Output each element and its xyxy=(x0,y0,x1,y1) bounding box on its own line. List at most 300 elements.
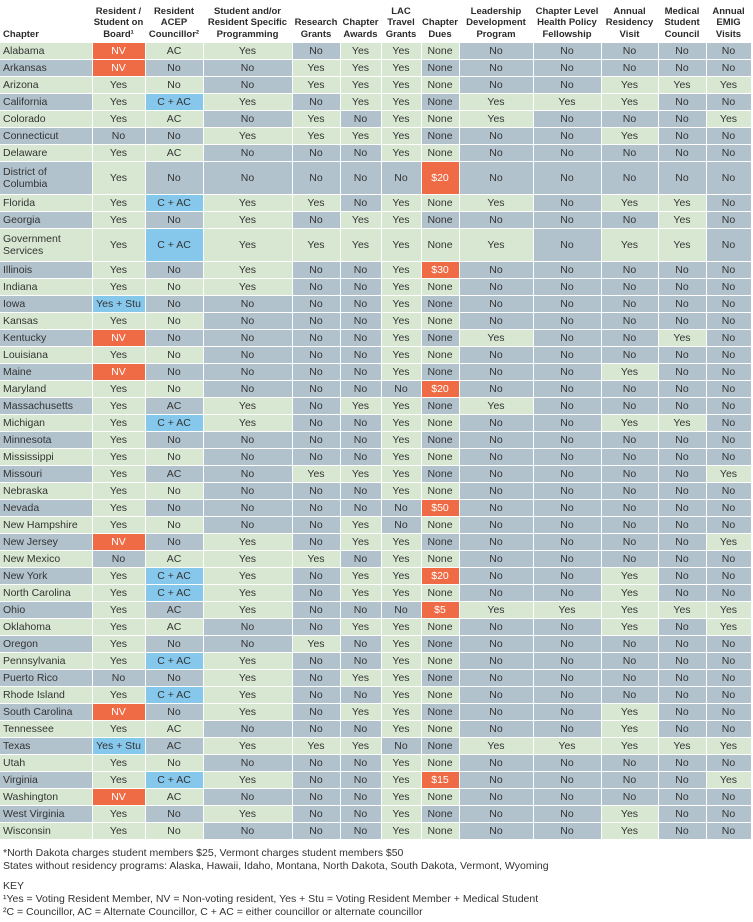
table-cell: Yes xyxy=(340,517,381,534)
table-cell: Yes xyxy=(381,398,421,415)
table-row xyxy=(0,415,751,432)
table-cell: No xyxy=(533,806,601,823)
table-cell: No xyxy=(533,432,601,449)
table-cell: No xyxy=(658,534,706,551)
table-cell: No xyxy=(203,636,292,653)
table-cell: Yes xyxy=(203,772,292,789)
table-cell: Yes xyxy=(340,229,381,262)
table-cell: Yes xyxy=(601,94,658,111)
table-cell: No xyxy=(601,381,658,398)
table-cell: Yes xyxy=(381,755,421,772)
table-cell: No xyxy=(292,432,340,449)
chapter-name: West Virginia xyxy=(0,806,92,823)
table-cell: No xyxy=(381,162,421,195)
table-cell: AC xyxy=(145,789,203,806)
table-cell: No xyxy=(292,619,340,636)
table-cell: None xyxy=(421,704,459,721)
table-cell: Yes xyxy=(706,619,751,636)
table-cell: Yes xyxy=(92,381,145,398)
table-header-row xyxy=(0,0,751,43)
table-cell: Yes xyxy=(292,195,340,212)
table-cell: No xyxy=(292,585,340,602)
table-row xyxy=(0,279,751,296)
table-cell: No xyxy=(203,517,292,534)
table-cell: No xyxy=(340,347,381,364)
table-cell: None xyxy=(421,466,459,483)
table-cell: No xyxy=(459,687,533,704)
table-cell: Yes xyxy=(92,500,145,517)
table-row xyxy=(0,43,751,60)
table-cell: No xyxy=(340,653,381,670)
table-cell: $20 xyxy=(421,162,459,195)
table-cell: No xyxy=(381,517,421,534)
table-body xyxy=(0,43,751,840)
table-cell: None xyxy=(421,619,459,636)
table-row xyxy=(0,602,751,619)
table-cell: No xyxy=(658,619,706,636)
table-cell: No xyxy=(706,145,751,162)
table-cell: Yes xyxy=(92,262,145,279)
column-header: Annual Residency Visit xyxy=(601,0,658,43)
table-cell: Yes xyxy=(459,602,533,619)
table-cell: No xyxy=(459,772,533,789)
chapter-name: Alabama xyxy=(0,43,92,60)
table-cell: Yes xyxy=(381,466,421,483)
table-cell: Yes xyxy=(203,128,292,145)
table-cell: No xyxy=(706,687,751,704)
table-cell: Yes xyxy=(381,415,421,432)
table-cell: None xyxy=(421,212,459,229)
table-cell: No xyxy=(601,279,658,296)
table-cell: No xyxy=(533,398,601,415)
table-cell: NV xyxy=(92,60,145,77)
table-cell: No xyxy=(706,195,751,212)
table-cell: No xyxy=(706,229,751,262)
table-cell: Yes xyxy=(203,229,292,262)
table-cell: None xyxy=(421,43,459,60)
table-cell: No xyxy=(292,602,340,619)
table-row xyxy=(0,330,751,347)
table-cell: Yes xyxy=(203,687,292,704)
table-cell: No xyxy=(533,347,601,364)
table-cell: No xyxy=(706,94,751,111)
table-cell: Yes xyxy=(381,229,421,262)
chapter-name: Wisconsin xyxy=(0,823,92,840)
table-cell: No xyxy=(292,653,340,670)
table-row xyxy=(0,806,751,823)
table-cell: No xyxy=(459,279,533,296)
table-cell: No xyxy=(92,551,145,568)
table-cell: No xyxy=(706,381,751,398)
table-cell: No xyxy=(533,43,601,60)
chapter-name: New Jersey xyxy=(0,534,92,551)
table-cell: No xyxy=(533,653,601,670)
table-cell: C + AC xyxy=(145,772,203,789)
table-cell: Yes xyxy=(292,466,340,483)
table-cell: Yes xyxy=(92,772,145,789)
table-row xyxy=(0,229,751,262)
chapter-name: Utah xyxy=(0,755,92,772)
table-cell: Yes xyxy=(203,195,292,212)
table-cell: None xyxy=(421,738,459,755)
table-cell: Yes xyxy=(203,94,292,111)
table-cell: No xyxy=(292,568,340,585)
table-row xyxy=(0,145,751,162)
table-row xyxy=(0,585,751,602)
table-cell: No xyxy=(203,296,292,313)
table-cell: No xyxy=(340,806,381,823)
chapter-name: North Carolina xyxy=(0,585,92,602)
table-cell: No xyxy=(459,806,533,823)
chapter-name: Nevada xyxy=(0,500,92,517)
column-header: Annual EMIG Visits xyxy=(706,0,751,43)
table-cell: Yes xyxy=(533,602,601,619)
table-cell: None xyxy=(421,653,459,670)
table-cell: No xyxy=(706,330,751,347)
table-cell: No xyxy=(459,162,533,195)
table-cell: No xyxy=(145,823,203,840)
table-cell: None xyxy=(421,449,459,466)
table-cell: NV xyxy=(92,330,145,347)
table-cell: No xyxy=(658,772,706,789)
chapter-name: Indiana xyxy=(0,279,92,296)
table-cell: No xyxy=(658,670,706,687)
table-cell: Yes xyxy=(292,636,340,653)
table-cell: Yes xyxy=(381,823,421,840)
column-header: Research Grants xyxy=(292,0,340,43)
table-cell: No xyxy=(340,483,381,500)
table-cell: Yes xyxy=(601,806,658,823)
table-cell: No xyxy=(459,755,533,772)
table-cell: No xyxy=(292,145,340,162)
table-cell: No xyxy=(459,534,533,551)
chapter-name: Minnesota xyxy=(0,432,92,449)
table-cell: No xyxy=(706,128,751,145)
chapter-name: Tennessee xyxy=(0,721,92,738)
table-cell: No xyxy=(706,313,751,330)
table-cell: No xyxy=(203,145,292,162)
table-cell: No xyxy=(292,330,340,347)
table-cell: AC xyxy=(145,721,203,738)
table-cell: No xyxy=(601,330,658,347)
table-cell: No xyxy=(145,432,203,449)
table-cell: No xyxy=(601,500,658,517)
table-cell: No xyxy=(533,77,601,94)
table-row xyxy=(0,636,751,653)
table-cell: No xyxy=(459,313,533,330)
table-cell: Yes xyxy=(203,670,292,687)
table-cell: No xyxy=(292,755,340,772)
chapter-name: Virginia xyxy=(0,772,92,789)
table-cell: Yes xyxy=(601,195,658,212)
table-cell: C + AC xyxy=(145,94,203,111)
table-cell: No xyxy=(340,636,381,653)
table-cell: No xyxy=(706,500,751,517)
table-cell: Yes xyxy=(340,466,381,483)
table-cell: No xyxy=(292,670,340,687)
table-cell: No xyxy=(292,500,340,517)
table-cell: Yes xyxy=(92,449,145,466)
table-cell: Yes xyxy=(92,162,145,195)
table-cell: Yes xyxy=(340,738,381,755)
table-cell: Yes xyxy=(203,653,292,670)
table-cell: No xyxy=(292,279,340,296)
table-cell: No xyxy=(292,212,340,229)
chapter-name: Texas xyxy=(0,738,92,755)
table-cell: Yes xyxy=(292,111,340,128)
table-cell: No xyxy=(658,398,706,415)
table-row xyxy=(0,449,751,466)
table-cell: No xyxy=(459,347,533,364)
table-cell: No xyxy=(292,806,340,823)
table-cell: Yes xyxy=(381,262,421,279)
table-cell: Yes xyxy=(381,60,421,77)
table-cell: Yes xyxy=(381,568,421,585)
table-row xyxy=(0,77,751,94)
table-cell: No xyxy=(658,551,706,568)
table-cell: Yes + Stu xyxy=(92,296,145,313)
table-cell: No xyxy=(658,60,706,77)
table-cell: Yes xyxy=(533,738,601,755)
table-cell: No xyxy=(92,670,145,687)
key-footnote-2: ²C = Councillor, AC = Alternate Councillor, C + AC = either councillor or alternate councillor xyxy=(3,906,423,918)
table-cell: No xyxy=(601,262,658,279)
table-cell: No xyxy=(145,755,203,772)
table-cell: No xyxy=(381,738,421,755)
table-cell: No xyxy=(340,330,381,347)
table-cell: None xyxy=(421,195,459,212)
table-cell: No xyxy=(292,398,340,415)
table-cell: None xyxy=(421,94,459,111)
table-row xyxy=(0,755,751,772)
table-cell: No xyxy=(533,145,601,162)
table-cell: No xyxy=(340,687,381,704)
chapter-name: Missouri xyxy=(0,466,92,483)
chapter-name: Connecticut xyxy=(0,128,92,145)
chapter-name: Illinois xyxy=(0,262,92,279)
table-cell: No xyxy=(658,704,706,721)
table-cell: No xyxy=(459,636,533,653)
table-cell: No xyxy=(533,755,601,772)
table-cell: No xyxy=(459,670,533,687)
table-cell: No xyxy=(203,330,292,347)
table-cell: No xyxy=(658,364,706,381)
chapter-name: Colorado xyxy=(0,111,92,128)
table-cell: Yes xyxy=(658,738,706,755)
table-cell: No xyxy=(203,313,292,330)
table-cell: No xyxy=(658,466,706,483)
table-cell: No xyxy=(706,789,751,806)
table-cell: None xyxy=(421,755,459,772)
table-cell: No xyxy=(292,347,340,364)
table-cell: Yes xyxy=(340,568,381,585)
table-cell: No xyxy=(459,449,533,466)
table-cell: C + AC xyxy=(145,415,203,432)
table-cell: No xyxy=(459,483,533,500)
table-cell: Yes xyxy=(706,738,751,755)
table-row xyxy=(0,687,751,704)
table-cell: Yes xyxy=(340,43,381,60)
table-cell: Yes xyxy=(381,296,421,313)
table-cell: AC xyxy=(145,602,203,619)
table-cell: None xyxy=(421,398,459,415)
table-cell: Yes xyxy=(92,823,145,840)
chapter-name: Florida xyxy=(0,195,92,212)
table-cell: Yes xyxy=(658,415,706,432)
table-cell: Yes xyxy=(381,772,421,789)
table-cell: None xyxy=(421,823,459,840)
table-cell: Yes xyxy=(658,195,706,212)
table-cell: None xyxy=(421,364,459,381)
table-cell: No xyxy=(459,568,533,585)
table-cell: Yes xyxy=(203,551,292,568)
table-cell: Yes xyxy=(381,806,421,823)
table-cell: No xyxy=(658,128,706,145)
chapter-name: New Mexico xyxy=(0,551,92,568)
table-cell: None xyxy=(421,806,459,823)
table-row xyxy=(0,212,751,229)
table-cell: Yes xyxy=(658,212,706,229)
table-cell: No xyxy=(658,432,706,449)
table-cell: No xyxy=(601,653,658,670)
table-cell: No xyxy=(459,789,533,806)
table-cell: No xyxy=(601,162,658,195)
table-cell: No xyxy=(340,789,381,806)
table-cell: No xyxy=(292,296,340,313)
table-cell: Yes xyxy=(92,619,145,636)
table-cell: No xyxy=(340,500,381,517)
column-header: Leadership Development Program xyxy=(459,0,533,43)
table-cell: No xyxy=(533,568,601,585)
table-cell: Yes xyxy=(706,772,751,789)
table-row xyxy=(0,195,751,212)
table-cell: No xyxy=(381,381,421,398)
table-cell: No xyxy=(203,60,292,77)
table-cell: No xyxy=(459,466,533,483)
table-cell: C + AC xyxy=(145,195,203,212)
table-cell: None xyxy=(421,721,459,738)
table-cell: None xyxy=(421,415,459,432)
table-cell: No xyxy=(203,432,292,449)
table-cell: No xyxy=(601,551,658,568)
table-cell: No xyxy=(658,823,706,840)
table-cell: Yes xyxy=(203,415,292,432)
table-cell: No xyxy=(340,145,381,162)
column-header: Student and/or Resident Specific Programming xyxy=(203,0,292,43)
table-cell: Yes xyxy=(381,704,421,721)
table-cell: Yes xyxy=(381,145,421,162)
table-cell: No xyxy=(459,415,533,432)
table-cell: No xyxy=(533,721,601,738)
table-cell: None xyxy=(421,517,459,534)
table-cell: Yes xyxy=(706,466,751,483)
chapter-name: Puerto Rico xyxy=(0,670,92,687)
table-cell: None xyxy=(421,585,459,602)
table-cell: $20 xyxy=(421,381,459,398)
table-cell: No xyxy=(533,111,601,128)
table-cell: Yes xyxy=(601,721,658,738)
table-row xyxy=(0,296,751,313)
table-cell: Yes xyxy=(92,755,145,772)
table-cell: Yes xyxy=(92,636,145,653)
table-cell: Yes xyxy=(92,94,145,111)
table-cell: No xyxy=(340,721,381,738)
table-cell: No xyxy=(706,636,751,653)
table-cell: No xyxy=(706,449,751,466)
table-cell: Yes xyxy=(203,534,292,551)
table-cell: No xyxy=(658,755,706,772)
table-cell: No xyxy=(658,721,706,738)
table-cell: No xyxy=(706,653,751,670)
table-cell: Yes xyxy=(292,128,340,145)
table-cell: Yes xyxy=(92,313,145,330)
table-cell: No xyxy=(340,279,381,296)
table-cell: AC xyxy=(145,466,203,483)
table-cell: No xyxy=(145,449,203,466)
table-cell: No xyxy=(292,313,340,330)
table-cell: No xyxy=(706,43,751,60)
table-cell: Yes xyxy=(381,551,421,568)
table-cell: AC xyxy=(145,111,203,128)
table-cell: No xyxy=(533,330,601,347)
table-cell: No xyxy=(658,653,706,670)
chapter-name: Pennsylvania xyxy=(0,653,92,670)
chapter-name: Nebraska xyxy=(0,483,92,500)
chapter-name: Louisiana xyxy=(0,347,92,364)
table-row xyxy=(0,500,751,517)
table-cell: No xyxy=(658,483,706,500)
table-cell: No xyxy=(706,262,751,279)
table-cell: AC xyxy=(145,738,203,755)
table-cell: No xyxy=(706,60,751,77)
table-cell: No xyxy=(658,296,706,313)
table-cell: NV xyxy=(92,43,145,60)
table-cell: No xyxy=(381,602,421,619)
table-cell: No xyxy=(706,551,751,568)
table-cell: Yes xyxy=(381,195,421,212)
table-cell: Yes xyxy=(381,687,421,704)
table-cell: None xyxy=(421,432,459,449)
table-cell: No xyxy=(459,517,533,534)
table-row xyxy=(0,94,751,111)
table-cell: Yes xyxy=(601,229,658,262)
table-cell: Yes xyxy=(92,229,145,262)
table-cell: No xyxy=(203,364,292,381)
table-cell: Yes xyxy=(340,398,381,415)
table-cell: Yes xyxy=(658,77,706,94)
table-cell: No xyxy=(706,517,751,534)
table-cell: No xyxy=(533,364,601,381)
table-cell: Yes xyxy=(381,94,421,111)
table-cell: No xyxy=(533,483,601,500)
table-cell: $50 xyxy=(421,500,459,517)
table-cell: Yes xyxy=(601,619,658,636)
table-cell: Yes xyxy=(292,551,340,568)
table-row xyxy=(0,534,751,551)
table-cell: C + AC xyxy=(145,653,203,670)
table-cell: Yes xyxy=(340,60,381,77)
table-cell: No xyxy=(533,823,601,840)
table-row xyxy=(0,823,751,840)
table-cell: No xyxy=(706,212,751,229)
table-cell: No xyxy=(706,162,751,195)
table-cell: C + AC xyxy=(145,585,203,602)
table-cell: No xyxy=(340,364,381,381)
table-cell: No xyxy=(706,279,751,296)
table-cell: No xyxy=(92,128,145,145)
table-cell: No xyxy=(145,128,203,145)
table-row xyxy=(0,789,751,806)
